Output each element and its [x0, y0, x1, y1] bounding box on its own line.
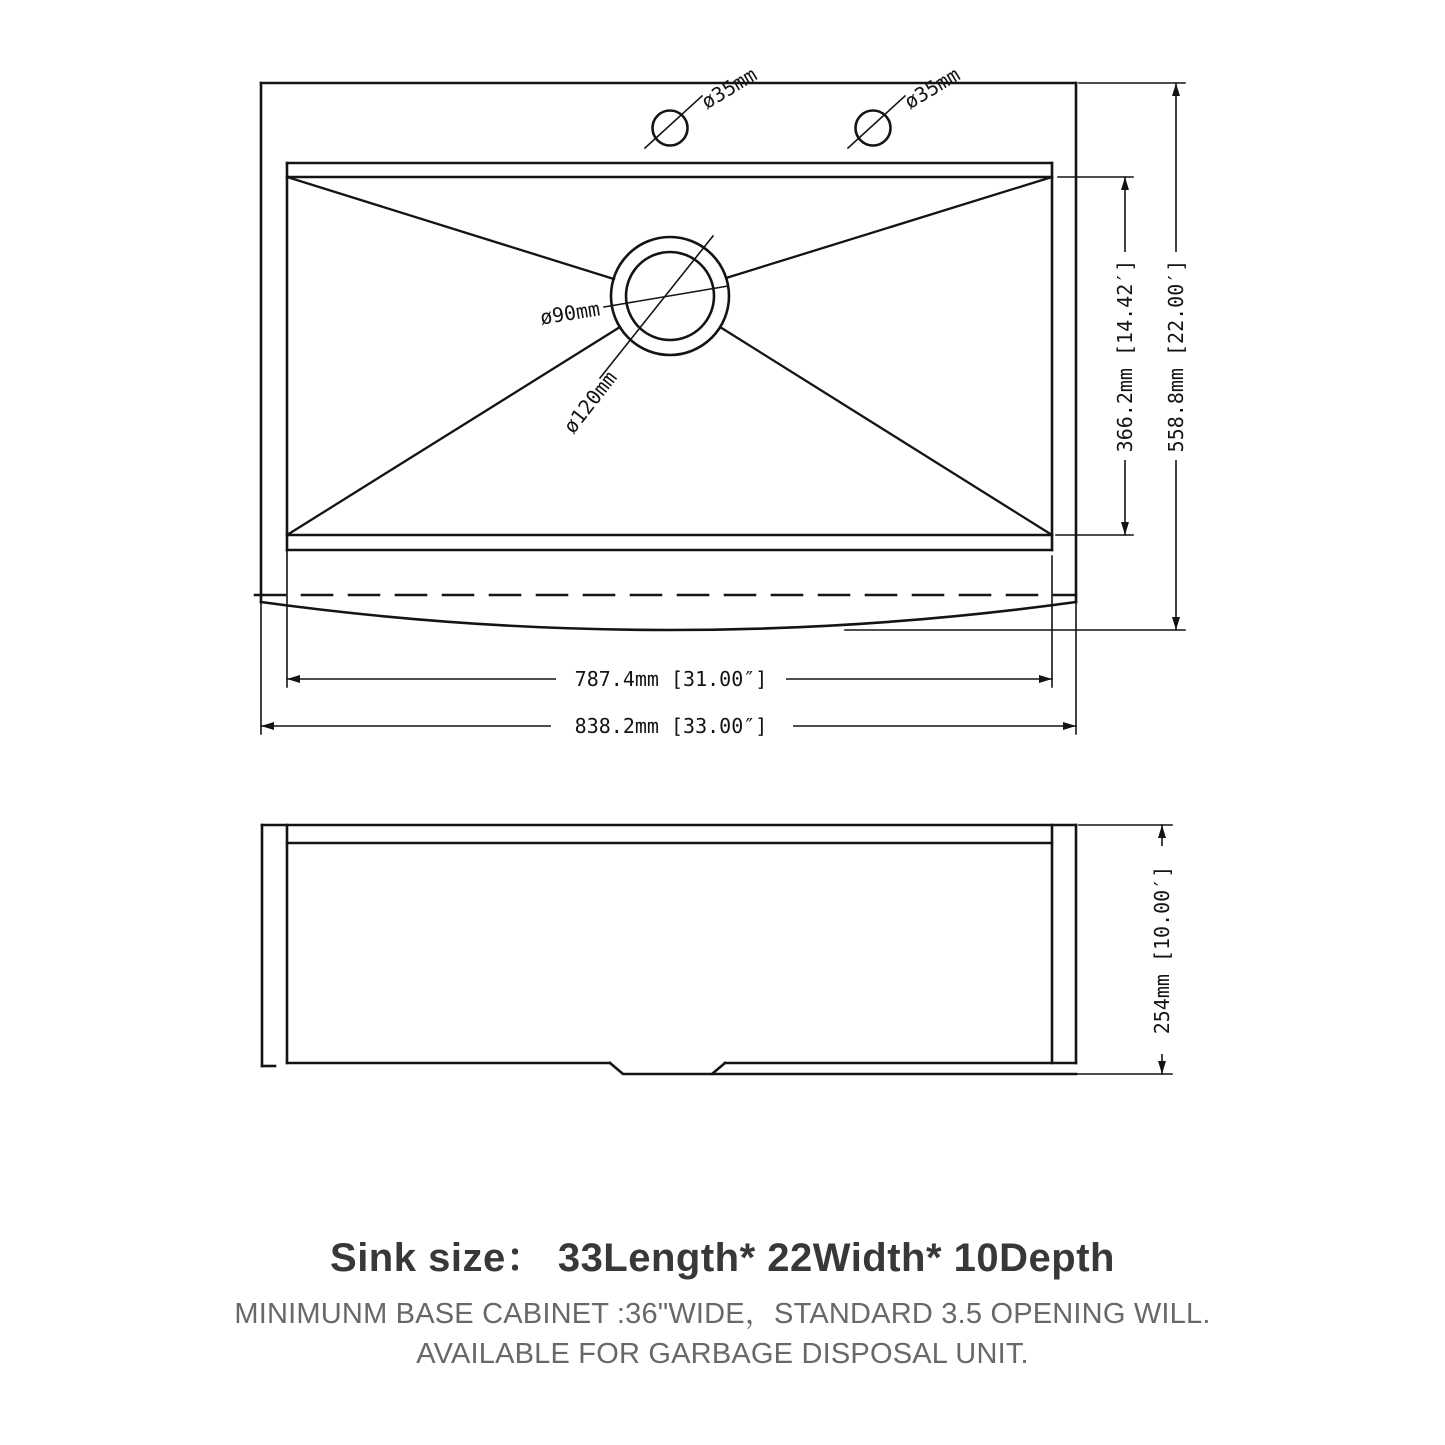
side-view [262, 825, 1175, 1074]
top-view-extension-lines [261, 83, 1185, 734]
top-view-bowl [287, 163, 1052, 550]
arrowhead [261, 722, 274, 730]
arrowhead [1121, 177, 1129, 190]
arrowhead [1172, 617, 1180, 630]
drain-diameter-label: ø90mm [538, 296, 602, 330]
dimension-text-masks [551, 252, 1189, 737]
arrowhead [287, 675, 300, 683]
sink-size-title: Sink size： 33Length* 22Width* 10Depth [330, 1236, 1115, 1280]
top-view-outer-outline [255, 83, 1076, 630]
apron-front-curve [261, 602, 1076, 630]
faucet-hole-right [856, 111, 891, 146]
arrowhead [1121, 522, 1129, 535]
flange-diameter-label: ø120mm [558, 366, 622, 438]
flange-diameter-leader [600, 236, 713, 378]
arrowhead [1039, 675, 1052, 683]
dim-depth-label: 254mm [10.00′] [1150, 865, 1174, 1035]
top-view [255, 62, 1189, 738]
faucet-hole-left [653, 111, 688, 146]
slope-top-right [726, 177, 1052, 278]
slope-bottom-right [720, 327, 1052, 535]
side-view-outline [262, 825, 1076, 1074]
arrowhead [1063, 722, 1076, 730]
garbage-disposal-note: AVAILABLE FOR GARBAGE DISPOSAL UNIT. [416, 1338, 1029, 1370]
dim-overall-width-label: 558.8mm [22.00′] [1164, 259, 1188, 453]
faucet-holes [653, 111, 891, 146]
drain-leaders [600, 236, 728, 378]
drain-boss-profile [610, 1063, 725, 1074]
arrowhead [1158, 1061, 1166, 1074]
dim-overall-length-label: 838.2mm [33.00″] [574, 714, 768, 738]
faucet-right-label: ø35mm [900, 62, 964, 114]
faucet-left-label: ø35mm [697, 62, 761, 114]
arrowhead [1172, 83, 1180, 96]
arrowhead [1158, 825, 1166, 838]
dim-bowl-width-label: 366.2mm [14.42′] [1113, 259, 1137, 453]
drain-diameter-leader [604, 286, 728, 307]
slope-top-left [287, 177, 614, 279]
dim-bowl-length-label: 787.4mm [31.00″] [574, 667, 768, 691]
base-cabinet-note: MINIMUNM BASE CABINET :36"WIDE，STANDARD 3.5 OPENING WILL. [234, 1298, 1211, 1330]
